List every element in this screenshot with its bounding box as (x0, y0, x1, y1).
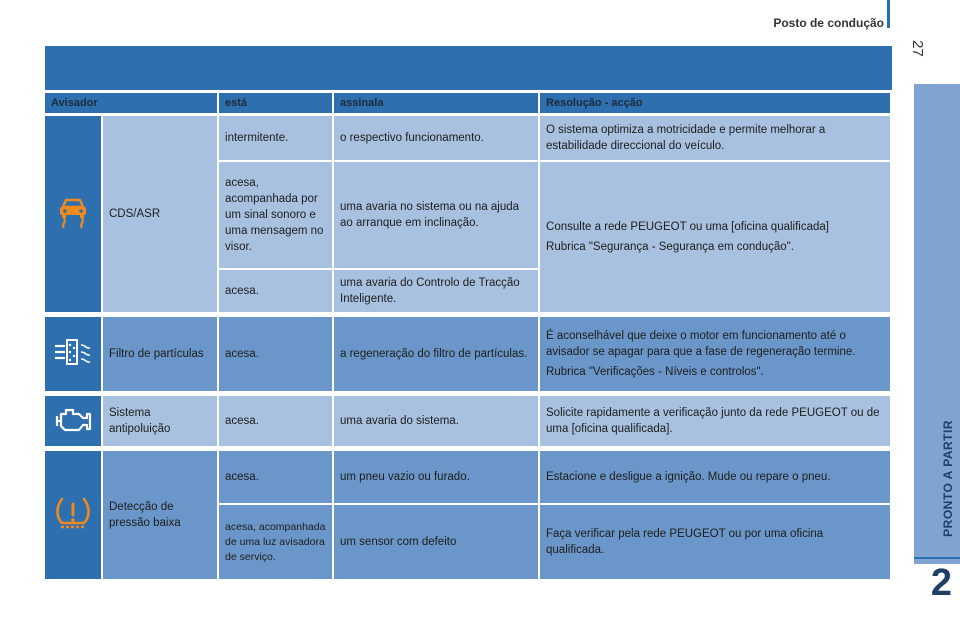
state-cell: acesa. (219, 270, 334, 314)
resolution-cell (540, 317, 892, 393)
warning-icon-cell (45, 451, 103, 581)
state-cell: acesa. (219, 317, 334, 393)
warning-lights-table (45, 46, 892, 581)
table-banner (45, 46, 892, 90)
signals-cell: uma avaria no sistema ou na ajuda ao arranque em inclinação. (334, 162, 540, 270)
table-row (45, 116, 892, 162)
signals-cell: uma avaria do sistema. (334, 396, 540, 448)
state-cell: acesa. (219, 451, 334, 505)
page-number: 27 (909, 40, 927, 57)
signals-cell: a regeneração do filtro de partículas. (334, 317, 540, 393)
resolution-text: Consulte a rede PEUGEOT ou uma [oficina qualificada] (546, 221, 829, 233)
warning-name: Detecção de pressão baixa (103, 451, 219, 581)
warning-name: CDS/ASR (103, 116, 219, 314)
header-rule (887, 0, 890, 28)
signals-cell: uma avaria do Controlo de Tracção Inteligente. (334, 270, 540, 314)
warning-icon-cell (45, 317, 103, 393)
resolution-text: Estacione e desligue a ignição. Mude ou repare o pneu. (546, 471, 831, 483)
resolution-reference: Rubrica "Segurança - Segurança em condução". (546, 241, 794, 253)
tyre-pressure-icon (53, 495, 93, 536)
resolution-text: O sistema optimiza a motricidade e permite melhorar a estabilidade direccional do veículo. (546, 124, 826, 152)
table-row (45, 317, 892, 393)
page-section-title: Posto de condução (773, 16, 884, 30)
signals-cell: um pneu vazio ou furado. (334, 451, 540, 505)
resolution-text: É aconselhável que deixe o motor em funcionamento até o avisador se apagar para que a fase de regeneração termine. (546, 330, 856, 358)
state-cell: intermitente. (219, 116, 334, 162)
resolution-text: Faça verificar pela rede PEUGEOT ou por uma oficina qualificada. (546, 528, 824, 556)
column-header-resolucao: Resolução - acção (540, 93, 892, 113)
table-row (45, 396, 892, 448)
resolution-cell (540, 162, 892, 314)
chapter-label: PRONTO A PARTIR (941, 420, 955, 537)
warning-name: Filtro de partículas (103, 317, 219, 393)
table-header-row (45, 93, 892, 113)
chapter-divider (914, 557, 960, 559)
particle-filter-icon (53, 337, 93, 372)
resolution-reference: Rubrica "Verificações - Níveis e controlos". (546, 366, 764, 378)
resolution-cell (540, 505, 892, 581)
signals-cell: um sensor com defeito (334, 505, 540, 581)
resolution-cell (540, 451, 892, 505)
column-header-esta: está (219, 93, 334, 113)
column-header-avisador: Avisador (45, 93, 219, 113)
engine-icon (53, 404, 93, 439)
resolution-text: Solicite rapidamente a verificação junto da rede PEUGEOT ou de uma [oficina qualificada]. (546, 407, 880, 435)
traction-control-icon (55, 195, 91, 234)
warning-name: Sistema antipoluição (103, 396, 219, 448)
state-cell: acesa, acompanhada de uma luz avisadora de serviço. (219, 505, 334, 581)
resolution-cell (540, 396, 892, 448)
warning-icon-cell (45, 396, 103, 448)
warning-icon-cell (45, 116, 103, 314)
state-cell: acesa, acompanhada por um sinal sonoro e uma mensagem no visor. (219, 162, 334, 270)
resolution-cell (540, 116, 892, 162)
chapter-number: 2 (930, 562, 952, 604)
table-row (45, 451, 892, 505)
state-cell: acesa. (219, 396, 334, 448)
signals-cell: o respectivo funcionamento. (334, 116, 540, 162)
column-header-assinala: assinala (334, 93, 540, 113)
